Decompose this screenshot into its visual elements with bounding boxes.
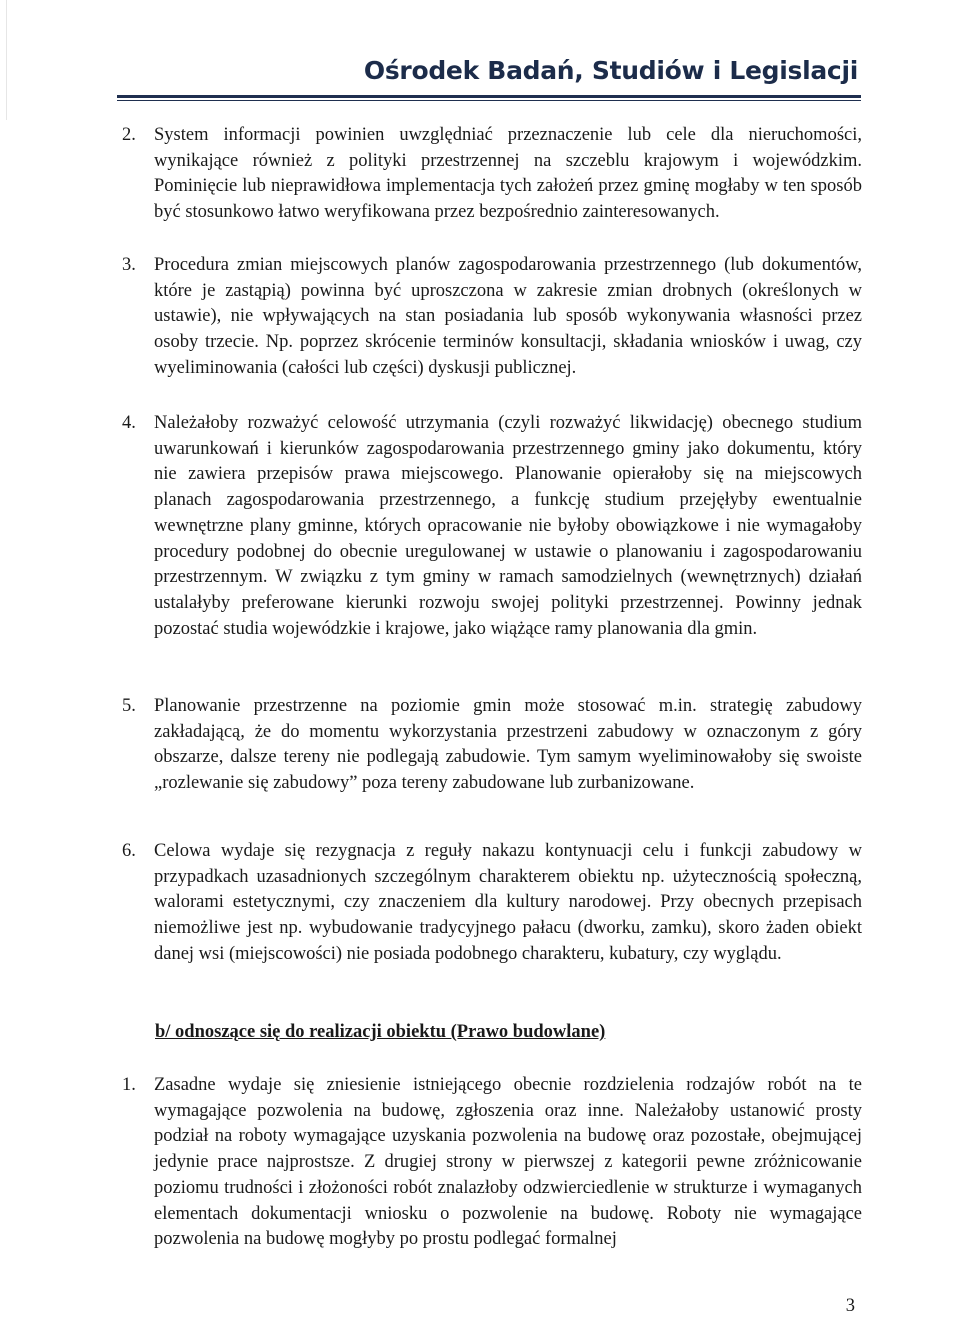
item-text: Celowa wydaje się rezygnacja z reguły nakazu kontynuacji celu i funkcji zabudowy w przypadkach uzasadnionych szczególnym charakterem obiektu np. użytecznością społeczną, walorami estetycznymi, czy znaczeniem dla kultury narodowej. Przy obecnych przepisach niemożliwe jest np. wybudowanie tradycyjnego pałacu (dworku, zamku), skoro żaden obiekt danej wsi (miejscowości) nie posiada podobnego charakteru, kubatury, czy wyglądu.: [154, 841, 862, 964]
list-item-6: [122, 839, 864, 968]
item-number: 4.: [122, 413, 136, 433]
item-number: 1.: [122, 1075, 136, 1095]
scan-edge-line: [6, 0, 7, 120]
item-text: Zasadne wydaje się zniesienie istniejącego obecnie rozdzielenia rodzajów robót na te wymagające pozwolenia na budowę, zgłoszenia oraz inne. Należałoby ustanowić prosty podział na roboty wymagające uzyskania pozwolenia na budowę oraz pozostałe, obejmującej jedynie prace najprostsze. Z drugiej strony w pierwszej z kategorii pewne zróżnicowanie poziomu trudności i złożoności robót znalazłoby odzwierciedlenie w strukturze i wymaganych elementach dokumentacji wniosku o pozwolenie na budowę. Roboty nie wymagające pozwolenia na budowę mogłyby po prostu podlegać formalnej: [154, 1075, 862, 1250]
item-number: 5.: [122, 696, 136, 716]
section-heading: b/ odnoszące się do realizacji obiektu (Prawo budowlane): [155, 1022, 606, 1042]
item-number: 6.: [122, 841, 136, 861]
item-number: 3.: [122, 255, 136, 275]
item-number: 2.: [122, 125, 136, 145]
item-text: Należałoby rozważyć celowość utrzymania (czyli rozważyć likwidację) obecnego studium uwarunkowań i kierunków zagospodarowania przestrzennego gminy jako dokumentu, który nie zawiera przepisów prawa miejscowego. Planowanie opierałoby się na miejscowych planach zagospodarowania przestrzennego, a funkcję studium przejęłyby ewentualnie wewnętrzne plany gminne, których opracowanie nie byłoby obowiązkowe i nie wymagałoby procedury podobnej do obecnie uregulowanej w ustawie o planowaniu i zagospodarowaniu przestrzennym. W związku z tym gminy w ramach samodzielnych (wewnętrznych) działań ustalałyby preferowane kierunki rozwoju swojej polityki przestrzennej. Powinny jednak pozostać studia wojewódzkie i krajowe, jako wiążące ramy planowania dla gmin.: [154, 413, 862, 639]
item-text: Planowanie przestrzenne na poziomie gmin może stosować m.in. strategię zabudowy zakładającą, że do momentu wykorzystania przestrzeni zabudowy w oznaczonym z góry obszarze, dalsze tereny nie podlegają zabudowie. Tym samym wyeliminowałoby się swoiste „rozlewanie się zabudowy” poza tereny zabudowane lub zurbanizowane.: [154, 696, 862, 794]
header-rule-thick: [117, 95, 861, 98]
header-title: Ośrodek Badań, Studiów i Legislacji: [363, 56, 858, 85]
header-rule-thin: [117, 100, 861, 101]
page-number: 3: [845, 1296, 855, 1316]
list-item-4: [122, 411, 864, 642]
item-text: Procedura zmian miejscowych planów zagospodarowania przestrzennego (lub dokumentów, które je zastąpią) powinna być uproszczona w zakresie zmian drobnych (określonych w ustawie), nie wpływających na stan posiadania lub sposób wykonywania własności przez osoby trzecie. Np. poprzez skrócenie terminów konsultacji, składania wniosków i uwag, czy wyeliminowania (całości lub części) dyskusji publicznej.: [154, 255, 862, 378]
list-item-b1: [122, 1073, 864, 1253]
list-item-2: [122, 123, 864, 226]
list-item-5: [122, 694, 864, 797]
item-text: System informacji powinien uwzględniać przeznaczenie lub cele dla nieruchomości, wynikające również z polityki przestrzennej na szczeblu krajowym i wojewódzkim. Pominięcie lub nieprawidłowa implementacja tych założeń przez gminę mogłaby w ten sposób być stosunkowo łatwo weryfikowana przez bezpośrednio zainteresowanych.: [154, 125, 862, 223]
list-item-3: [122, 253, 864, 382]
